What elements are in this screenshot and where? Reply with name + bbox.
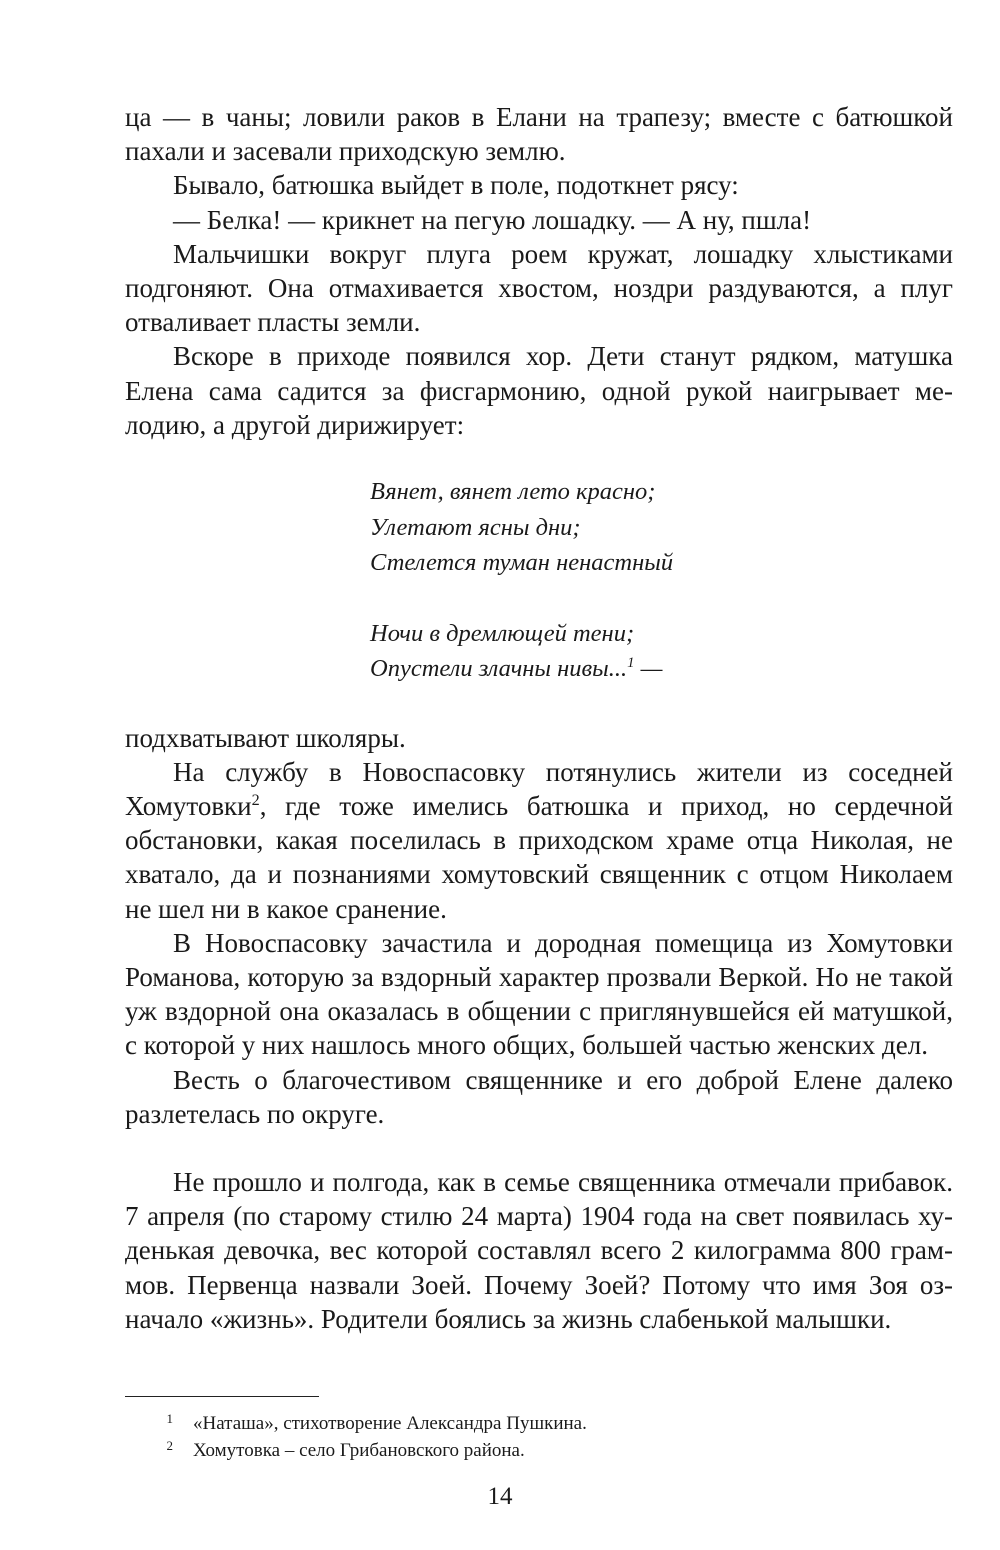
paragraph: Весть о благочестивом священнике и его доброй Елене далеко разлетелась по округе. — [125, 1064, 953, 1129]
footnote-ref: 2 — [251, 790, 260, 809]
paragraph-text: На службу в Новоспасовку потянулись жители из соседней Хомутовки — [125, 756, 953, 821]
paragraph: Вскоре в приходе появился хор. Дети станут рядком, матушка Елена сама садится за фисгармонию, одной рукой наигрывает мелодию, а другой дирижирует: — [125, 341, 953, 440]
paragraph: ца — в чаны; ловили раков в Елани на трапезу; вместе с батюшкой пахали и засевали приходскую землю. — [125, 102, 953, 167]
poem-line: Вянет, вянет лето красно; — [370, 478, 656, 506]
poem-line — [370, 651, 953, 687]
footnote-number: 1 — [166, 1411, 173, 1426]
poem-line: Улетают ясны дни; — [370, 513, 581, 541]
footnotes — [125, 1410, 953, 1464]
footnote-text: «Наташа», стихотворение Александра Пушкина. — [193, 1413, 587, 1434]
footnote-ref: 1 — [627, 654, 635, 671]
poem-line: Ночи в дремлющей тени; — [370, 619, 635, 647]
paragraph: Бывало, батюшка выйдет в поле, подоткнет рясу: — [173, 170, 739, 201]
paragraph — [125, 755, 953, 926]
footnote-divider — [125, 1396, 319, 1397]
paragraph: подхватывают школяры. — [125, 722, 406, 753]
page-number: 14 — [487, 1483, 513, 1510]
footnote-text: Хомутовка – село Грибановского района. — [193, 1440, 525, 1461]
paragraph: В Новоспасовку зачастила и дородная помещица из Хомутовки Романова, которую за вздорный характер прозвали Веркой. Но не такой уж вздорной она оказалась в общении с приглянувшейся ей матушкой, с которой у них нашлось много общих, большей частью женских дел. — [125, 927, 953, 1061]
poem-line: Стелется туман ненастный — [370, 549, 674, 577]
poem-stanza — [370, 616, 953, 687]
paragraph-text: , где тоже имелись батюшка и приход, но сердечной обстановки, какая поселилась в приходском храме отца Николая, не хватало, да и познаниями хомутовский священник с отцом Николаем не шел ни в какое сранение. — [125, 790, 953, 924]
section-gap — [125, 1131, 953, 1165]
footnote — [125, 1410, 953, 1437]
poem-stanza — [370, 474, 953, 581]
paragraph: — Белка! — крикнет на пегую лошадку. — А ну, пшла! — [173, 204, 812, 235]
main-text — [125, 100, 953, 1336]
footnote — [125, 1437, 953, 1464]
footnote-number: 2 — [166, 1438, 173, 1453]
paragraph: Мальчишки вокруг плуга роем кружат, лошадку хлыстиками подгоняют. Она отмахивается хвостом, ноздри раздуваются, а плуг отваливает пласты земли. — [125, 238, 953, 338]
poem-line-text: Опустели злачны нивы... — [370, 655, 628, 683]
poem-line-dash: — — [634, 655, 663, 683]
paragraph: Не прошло и полгода, как в семье священника отмечали прибавок. 7 апреля (по старому стилю 24 марта) 1904 года на свет появилась худенькая девочка, вес которой составлял всего 2 килограмма 800 граммов. Первенца назвали Зоей. Почему Зоей? Потому что имя Зоя означало «жизнь». Родители боялись за жизнь слабенькой малышки. — [125, 1166, 953, 1334]
poem — [370, 474, 953, 687]
